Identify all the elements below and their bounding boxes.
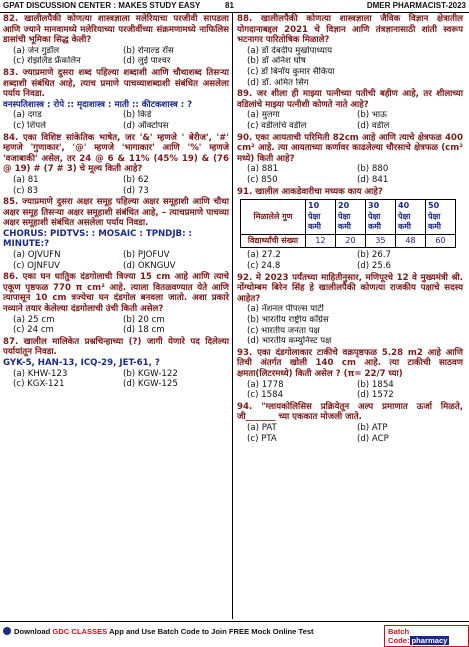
page-footer [0, 621, 469, 645]
footer-brand: GDC CLASSES [52, 627, 108, 636]
question-text [237, 348, 463, 380]
table-header-cell: 20 पेक्षा कमी [336, 200, 366, 235]
question-number: 89. [237, 89, 253, 100]
question-body: "ग्लायकोलिसिस प्रक्रियेतून अल्प प्रमाणात ऊर्जा मिळते, जी_______ च्या एककात मोजली जाते. [237, 401, 463, 423]
column-divider [232, 13, 233, 619]
answer-option: (a) नॅशनल पीपल्स पार्टी [247, 304, 324, 315]
question-block [237, 187, 463, 272]
question-number: 87. [3, 336, 19, 347]
answer-option: (d) KGW-125 [123, 379, 178, 390]
answer-option: (c) भारतीय जनता पक्ष [247, 325, 320, 336]
table-value-cell: 48 [396, 234, 426, 248]
options-list [247, 423, 463, 444]
answer-option: (b) 1854 [357, 379, 394, 390]
answer-option: (d) 18 cm [123, 325, 165, 336]
question-extra: GYK-5, HAN-13, ICQ-29, JET-61, ? [3, 358, 160, 368]
question-text [237, 402, 463, 423]
question-number: 92. [237, 272, 253, 283]
answer-option: (d) 25.6 [357, 261, 392, 272]
options-list [247, 380, 463, 401]
question-extra: CHORUS: PIDTVS: : MOSAIC : TPNDJB: : MINUTE:? [3, 228, 192, 250]
question-number: 93. [237, 347, 253, 358]
question-block [3, 133, 229, 197]
table-row-label: विद्यार्थ्यांची संख्या [241, 234, 306, 248]
answer-option: (b) भारतीय राष्ट्रीय काँग्रेस [247, 315, 329, 326]
answer-option: (a) PAT [247, 422, 277, 433]
options-list [247, 164, 463, 185]
question-block [237, 402, 463, 444]
answer-option: (d) 841 [357, 174, 389, 185]
left-column [3, 14, 229, 391]
options-list [247, 304, 463, 346]
question-body: एका दंडगोलाकार टाकीचे वक्रपृष्ठफळ 5.28 m2 आहे आणि तिची अंतर्गत खोली 140 cm आहे. त्या टाकीची साठवण क्षमता(लिटरमध्ये) किती असेल ? (π= 22/7 घ्या) [237, 347, 463, 379]
question-body: एका घन धातुिक दंडगोलाची त्रिज्या 15 cm आहे आणि त्याचे एकूण पृष्ठफळ 770 π cm² आहे. त्याला वितळवण्यात येते आणि त्यापासून 10 cm त्रज्येचा घन दंडगोल बनवला जातो. अशा प्रकारे नव्याने तयार केलेल्या दंडगोलाची उंची किती असेल? [3, 272, 229, 315]
options-list [247, 250, 463, 271]
answer-option: (d) 73 [123, 185, 149, 196]
question-extra: वनस्पतिशास्त्र : रोपे :: मृदाशास्त्र : माती :: कीटकशास्त्र : ? [3, 99, 193, 110]
question-block [237, 133, 463, 186]
answer-option: (c) शिंपले [13, 120, 46, 131]
batch-code: pharmacy [411, 636, 448, 645]
answer-option: (b) भाऊ [357, 110, 387, 121]
question-text [237, 187, 463, 198]
question-text [3, 197, 229, 229]
question-text [3, 133, 229, 175]
answer-option: (b) रोनाल्ड रॉस [123, 45, 174, 56]
answer-option: (c) KGX-121 [13, 379, 65, 390]
question-text [237, 133, 463, 165]
answer-option: (b) PJOFUV [123, 250, 170, 261]
question-body: खालीलपैकी कोणत्या शास्त्रज्ञाला जैविक विज्ञान क्षेत्रातील योगदानाबद्दल 2021 चे विज्ञान आणि तंत्रज्ञानासाठी शांती स्वरूप भटनागर पारितोषिक मिळाले? [237, 14, 463, 46]
answer-option: (d) ACP [357, 433, 389, 444]
question-body: एका विशिष्ट सांकेतिक भाषेत, जर '&' म्हणजे ' बेरीज', '#' म्हणजे 'गुणाकार', '@' म्हणजे 'भागाकार' आणि '%' म्हणजे 'वजाबाकी' असेल, तर 24 @ 6 & 11% (45% 19) & (76 @ 19) # (7 # 3) चे मूल्य किती आहे? [3, 132, 230, 175]
table-header-cell: 10 पेक्षा कमी [306, 200, 336, 235]
question-text [3, 68, 229, 100]
table-value-cell: 12 [306, 234, 336, 248]
options-list [247, 46, 463, 88]
header-right-title: DMER PHARMACIST-2023 [366, 1, 466, 10]
table-header-cell: 50 पेक्षा कमी [426, 200, 456, 235]
options-list [13, 175, 229, 196]
data-table [240, 199, 456, 248]
answer-option: (d) वडील [357, 120, 390, 131]
answer-option: (d) भारतीय कम्युनिस्ट पक्ष [247, 336, 332, 347]
answer-option: (c) रोझलिंड फ्रँकलिन [13, 56, 81, 67]
question-text [3, 14, 229, 46]
answer-option: (d) ऑक्टोपस [123, 120, 169, 131]
question-number: 90. [237, 132, 253, 143]
table-value-cell: 60 [426, 234, 456, 248]
table-row-label: मिळालेले गुण [241, 200, 306, 235]
answer-option: (c) 24 cm [13, 325, 54, 336]
download-icon [3, 627, 11, 635]
answer-option: (a) दगड [13, 110, 42, 121]
question-body: ज्याप्रमाणे दुसरा अक्षर समूह पहिल्या अक्षर समूहाशी आणि चौथा अक्षर समूह तिसऱ्या अक्षर समूहाशी संबंधित आहे, – त्याचप्रमाणे पाचव्या अक्षर समूहाशी संबंधित असलेला पर्याय निवडा. [3, 197, 229, 229]
answer-option: (a) OJVUFN [13, 250, 61, 261]
answer-option: (d) OKNGUV [123, 260, 176, 271]
answer-option: (a) 881 [247, 164, 279, 175]
table-value-cell: 35 [366, 234, 396, 248]
answer-option: (d) 1572 [357, 390, 394, 401]
question-block [237, 14, 463, 88]
options-list [13, 46, 229, 67]
question-text [3, 272, 229, 314]
question-body: खालीलपैकी कोणत्या शास्त्रज्ञाला मलेरियाचा परजीवी सापडला आणि ज्याने मानवामध्ये मलेरियाच्या परजीवींच्या संक्रमणामध्ये नाफिलिस डासांची भूमिका सिद्ध केली? [3, 14, 229, 46]
question-block [3, 68, 229, 132]
question-block [237, 273, 463, 347]
page-number: 81 [225, 1, 234, 10]
question-body: खालील मालिकेत प्रश्नचिन्हाच्या (?) जागी येणारे पद दिलेल्या पर्यायांतून निवडा. [3, 336, 229, 358]
footer-text[interactable]: Download GDC CLASSES App and Use Batch Code to Join FREE Mock Online Test [14, 627, 314, 636]
table-value-cell: 20 [336, 234, 366, 248]
table-header-cell: 40 पेक्षा कमी [396, 200, 426, 235]
answer-option: (a) डॉ देबदीप मुखोपाध्याय [247, 45, 333, 56]
answer-option: (b) ATP [357, 422, 388, 433]
table-header-cell: 30 पेक्षा कमी [366, 200, 396, 235]
page-header [0, 0, 469, 13]
question-body: मे 2023 पर्यंतच्या माहितीनुसार, मणिपूरचे 12 वे मुख्यमंत्री श्री. नोंग्थोम्बम बिरेन सिंह हे खालीलपैकी कोणत्या राजकीय पक्षाचे सदस्य आहेत? [237, 272, 463, 304]
answer-option: (a) 27.2 [247, 250, 281, 261]
answer-option: (d) डॉ. अमित सिंग [247, 77, 309, 88]
answer-option: (b) किडे [123, 110, 152, 121]
answer-option: (c) OJNFUV [13, 260, 61, 271]
answer-option: (a) 81 [13, 174, 39, 185]
question-block [237, 348, 463, 401]
answer-option: (a) मुलगा [247, 110, 280, 121]
options-list [247, 110, 463, 131]
question-body: ज्याप्रमाणे दुसरा शब्द पहिल्या शब्दाशी आणि चौथाशब्द तिसऱ्या शब्दाशी संबंधित आहे, त्याच प्रमाणे पाचव्याशब्दाशी संबंधित असलेला पर्याय निवडा. [3, 67, 229, 100]
options-list [13, 110, 229, 131]
question-number: 83. [3, 67, 19, 78]
question-block [3, 197, 229, 271]
question-body: जर शीला ही माझ्या पत्नीच्या पतीची बहीण आहे, तर शीलाच्या वडिलांचे माझ्या पत्नीशी कोणते नाते आहे? [237, 89, 463, 110]
question-text [3, 337, 229, 358]
question-block [3, 14, 229, 67]
answer-option: (a) KHW-123 [13, 368, 68, 379]
answer-option: (b) 20 cm [123, 314, 165, 325]
answer-option: (b) 880 [357, 164, 389, 175]
question-text [237, 89, 463, 110]
answer-option: (b) KGW-122 [123, 368, 178, 379]
question-text [237, 14, 463, 46]
question-block [3, 272, 229, 336]
question-number: 94. [237, 401, 253, 412]
answer-option: (c) डॉ बिनॉय कुमार सैकिया [247, 66, 335, 77]
answer-option: (b) 62 [123, 174, 149, 185]
answer-option: (b) डॉ अनिश घोष [247, 56, 306, 67]
question-text [237, 273, 463, 305]
question-number: 88. [237, 14, 253, 24]
right-column [237, 14, 463, 445]
question-block [3, 337, 229, 390]
question-body: खालील आकडेवारीचा मध्यक काय आहे? [255, 186, 383, 197]
answer-option: (c) 24.8 [247, 261, 281, 272]
question-number: 85. [3, 197, 19, 208]
question-block [237, 89, 463, 131]
question-number: 84. [3, 132, 19, 143]
answer-option: (c) 83 [13, 185, 39, 196]
answer-option: (a) जेन गुडॉल [13, 45, 60, 56]
answer-option: (b) 26.7 [357, 250, 392, 261]
options-list [13, 315, 229, 336]
answer-option: (c) 850 [247, 174, 278, 185]
options-list [13, 369, 229, 390]
options-list [13, 250, 229, 271]
question-body: एका आयताची परिमिती 82cm आहे आणि त्याचे क्षेत्रफळ 400 cm² आहे. त्या आयताच्या कर्णावर काढलेल्या चौरसाचे क्षेत्रफळ (cm² मध्ये) किती आहे? [237, 132, 463, 164]
batch-code-badge: Batch Code: pharmacy [384, 625, 469, 647]
header-left-title: GPAT DISCUSSION CENTER : MAKES STUDY EASY [3, 1, 201, 10]
answer-option: (c) PTA [247, 433, 277, 444]
question-number: 91. [237, 186, 253, 197]
answer-option: (c) वडीलांचे वडील [247, 120, 307, 131]
answer-option: (c) 1584 [247, 390, 284, 401]
answer-option: (d) लुई पाश्चर [123, 56, 171, 67]
question-number: 86. [3, 272, 19, 283]
question-number: 82. [3, 14, 19, 24]
answer-option: (a) 1778 [247, 379, 284, 390]
answer-option: (a) 25 cm [13, 314, 55, 325]
